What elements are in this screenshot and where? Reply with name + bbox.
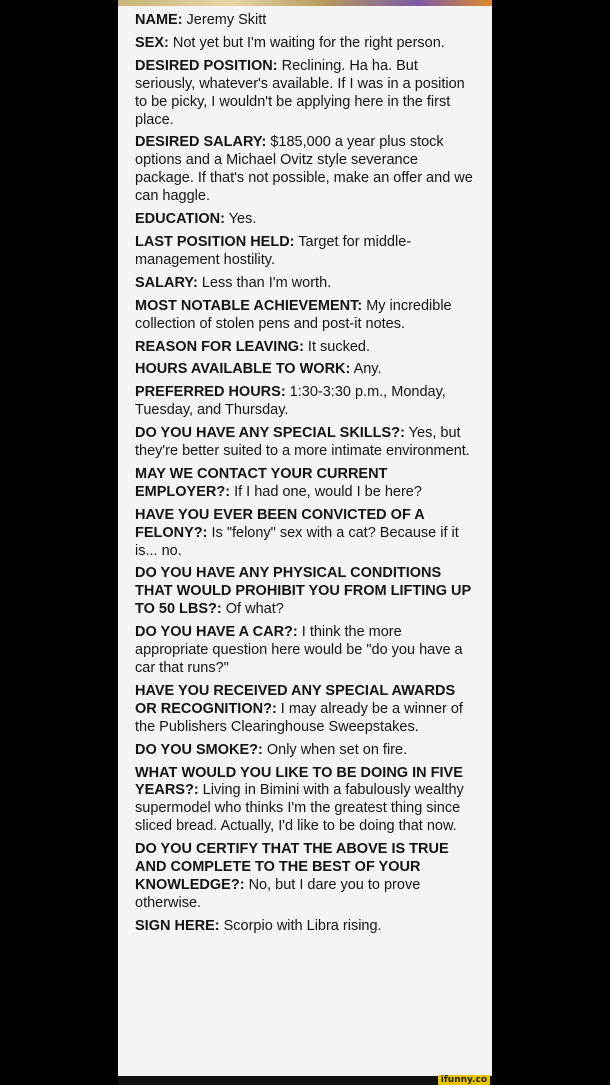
application-form <box>135 12 475 941</box>
form-entry-name <box>135 12 475 30</box>
bottom-bar <box>118 1076 492 1085</box>
field-label: DO YOU HAVE ANY PHYSICAL CONDITIONS THAT WOULD PROHIBIT YOU FROM LIFTING UP TO 50 LBS?: <box>135 565 471 618</box>
form-entry-desired-position <box>135 58 475 130</box>
field-label: REASON FOR LEAVING: <box>135 338 304 355</box>
field-answer: Reclining. Ha ha. But seriously, whatever's available. If I was in a position to be picky, I wouldn't be applying here in the first place. <box>135 57 465 128</box>
form-entry-sign-here <box>135 918 475 936</box>
ifunny-watermark: ifunny.co <box>438 1075 490 1085</box>
field-label: DO YOU HAVE ANY SPECIAL SKILLS?: <box>135 425 405 442</box>
field-answer: Target for middle-management hostility. <box>135 233 412 268</box>
field-answer: Jeremy Skitt <box>182 12 267 28</box>
form-entry-car <box>135 624 475 678</box>
field-answer: Living in Bimini with a fabulously wealthy supermodel who thinks I'm the greatest thing since sliced bread. Actually, I'd like to be doing that now. <box>135 782 464 835</box>
field-label: DO YOU HAVE A CAR?: <box>135 624 298 641</box>
form-entry-awards <box>135 683 475 737</box>
field-label: SALARY: <box>135 274 198 291</box>
field-label: MOST NOTABLE ACHIEVEMENT: <box>135 297 363 314</box>
field-answer: Only when set on fire. <box>262 741 408 758</box>
form-entry-achievement <box>135 298 475 334</box>
field-label: DO YOU SMOKE?: <box>135 741 263 758</box>
field-label: LAST POSITION HELD: <box>135 233 295 250</box>
form-entry-smoke <box>135 742 475 760</box>
field-label: SIGN HERE: <box>135 917 220 934</box>
field-answer: I think the more appropriate question here would be "do you have a car that runs?" <box>135 624 463 676</box>
field-label: NAME: <box>135 12 183 28</box>
form-entry-reason-leaving <box>135 339 475 357</box>
field-answer: Is "felony" sex with a cat? Because if it is... no. <box>135 524 459 559</box>
field-label: PREFERRED HOURS: <box>135 384 286 401</box>
field-answer: I may already be a winner of the Publishers Clearinghouse Sweepstakes. <box>135 700 463 735</box>
field-answer: Less than I'm worth. <box>197 274 332 291</box>
form-entry-salary <box>135 275 475 293</box>
field-label: HAVE YOU RECEIVED ANY SPECIAL AWARDS OR RECOGNITION?: <box>135 682 456 717</box>
form-entry-education <box>135 211 475 229</box>
form-entry-physical-conditions <box>135 565 475 619</box>
field-answer: No, but I dare you to prove otherwise. <box>135 876 421 911</box>
field-answer: Of what? <box>221 601 284 618</box>
field-label: SEX: <box>135 34 169 51</box>
form-entry-five-years <box>135 765 475 837</box>
form-entry-hours-available <box>135 361 475 379</box>
field-label: HOURS AVAILABLE TO WORK: <box>135 361 351 378</box>
field-label: DESIRED POSITION: <box>135 57 278 74</box>
field-answer: $185,000 a year plus stock options and a Michael Ovitz style severance package. If that's not possible, make an offer and we can haggle. <box>135 134 473 205</box>
field-label: WHAT WOULD YOU LIKE TO BE DOING IN FIVE YEARS?: <box>135 764 463 799</box>
field-label: MAY WE CONTACT YOUR CURRENT EMPLOYER?: <box>135 465 388 500</box>
field-answer: It sucked. <box>303 338 370 355</box>
field-label: DESIRED SALARY: <box>135 134 267 151</box>
form-entry-felony <box>135 507 475 561</box>
form-entry-sex <box>135 35 475 53</box>
field-answer: Any. <box>350 361 382 378</box>
form-entry-last-position <box>135 234 475 270</box>
field-label: EDUCATION: <box>135 211 225 228</box>
form-entry-desired-salary <box>135 134 475 206</box>
form-entry-special-skills <box>135 425 475 461</box>
field-answer: Scorpio with Libra rising. <box>219 917 382 934</box>
field-label: HAVE YOU EVER BEEN CONVICTED OF A FELONY?: <box>135 506 425 541</box>
field-label: DO YOU CERTIFY THAT THE ABOVE IS TRUE AND COMPLETE TO THE BEST OF YOUR KNOWLEDGE?: <box>135 841 449 893</box>
field-answer: Not yet but I'm waiting for the right person. <box>168 34 445 51</box>
field-answer: My incredible collection of stolen pens and post-it notes. <box>135 297 452 332</box>
field-answer: 1:30-3:30 p.m., Monday, Tuesday, and Thursday. <box>135 384 446 419</box>
form-entry-contact-employer <box>135 466 475 502</box>
form-entry-preferred-hours <box>135 384 475 420</box>
field-answer: If I had one, would I be here? <box>230 483 422 500</box>
field-answer: Yes. <box>224 211 257 228</box>
field-answer: Yes, but they're better suited to a more intimate environment. <box>135 425 470 460</box>
form-entry-certify <box>135 841 475 913</box>
